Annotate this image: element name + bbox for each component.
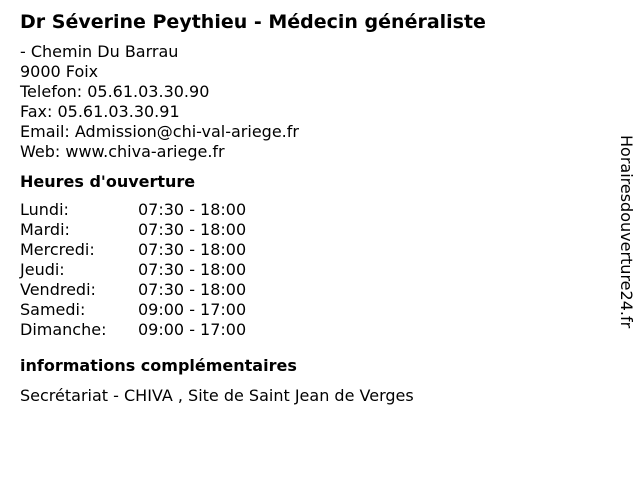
hours-row [20, 280, 246, 300]
day-label: Lundi: [20, 200, 69, 219]
hours-row [20, 320, 246, 340]
day-label: Mardi: [20, 220, 70, 239]
page-title: Dr Séverine Peythieu - Médecin généraliste [20, 11, 486, 33]
hours-row [20, 260, 246, 280]
hours-row [20, 300, 246, 320]
day-label: Mercredi: [20, 240, 95, 259]
day-label: Dimanche: [20, 320, 107, 339]
day-label: Samedi: [20, 300, 86, 319]
hours-row [20, 240, 246, 260]
info-heading: informations complémentaires [20, 356, 297, 375]
website: Web: www.chiva-ariege.fr [20, 142, 225, 161]
time-range: 07:30 - 18:00 [138, 220, 247, 239]
email: Email: Admission@chi-val-ariege.fr [20, 122, 299, 141]
phone: Telefon: 05.61.03.30.90 [20, 82, 210, 101]
time-range: 07:30 - 18:00 [138, 240, 247, 259]
city: 9000 Foix [20, 62, 99, 81]
time-range: 07:30 - 18:00 [138, 280, 247, 299]
time-range: 09:00 - 17:00 [138, 320, 247, 339]
contact-block [20, 42, 600, 162]
hours-heading: Heures d'ouverture [20, 172, 196, 191]
time-range: 09:00 - 17:00 [138, 300, 247, 319]
day-label: Vendredi: [20, 280, 96, 299]
info-text: Secrétariat - CHIVA , Site de Saint Jean de Verges [20, 386, 414, 405]
street-address: - Chemin Du Barrau [20, 42, 179, 61]
site-watermark: Horairesdouverture24.fr [617, 135, 636, 329]
day-label: Jeudi: [20, 260, 65, 279]
hours-table [20, 200, 246, 340]
fax: Fax: 05.61.03.30.91 [20, 102, 180, 121]
listing-card [20, 10, 600, 406]
hours-row [20, 220, 246, 240]
hours-row [20, 200, 246, 220]
time-range: 07:30 - 18:00 [138, 200, 247, 219]
time-range: 07:30 - 18:00 [138, 260, 247, 279]
